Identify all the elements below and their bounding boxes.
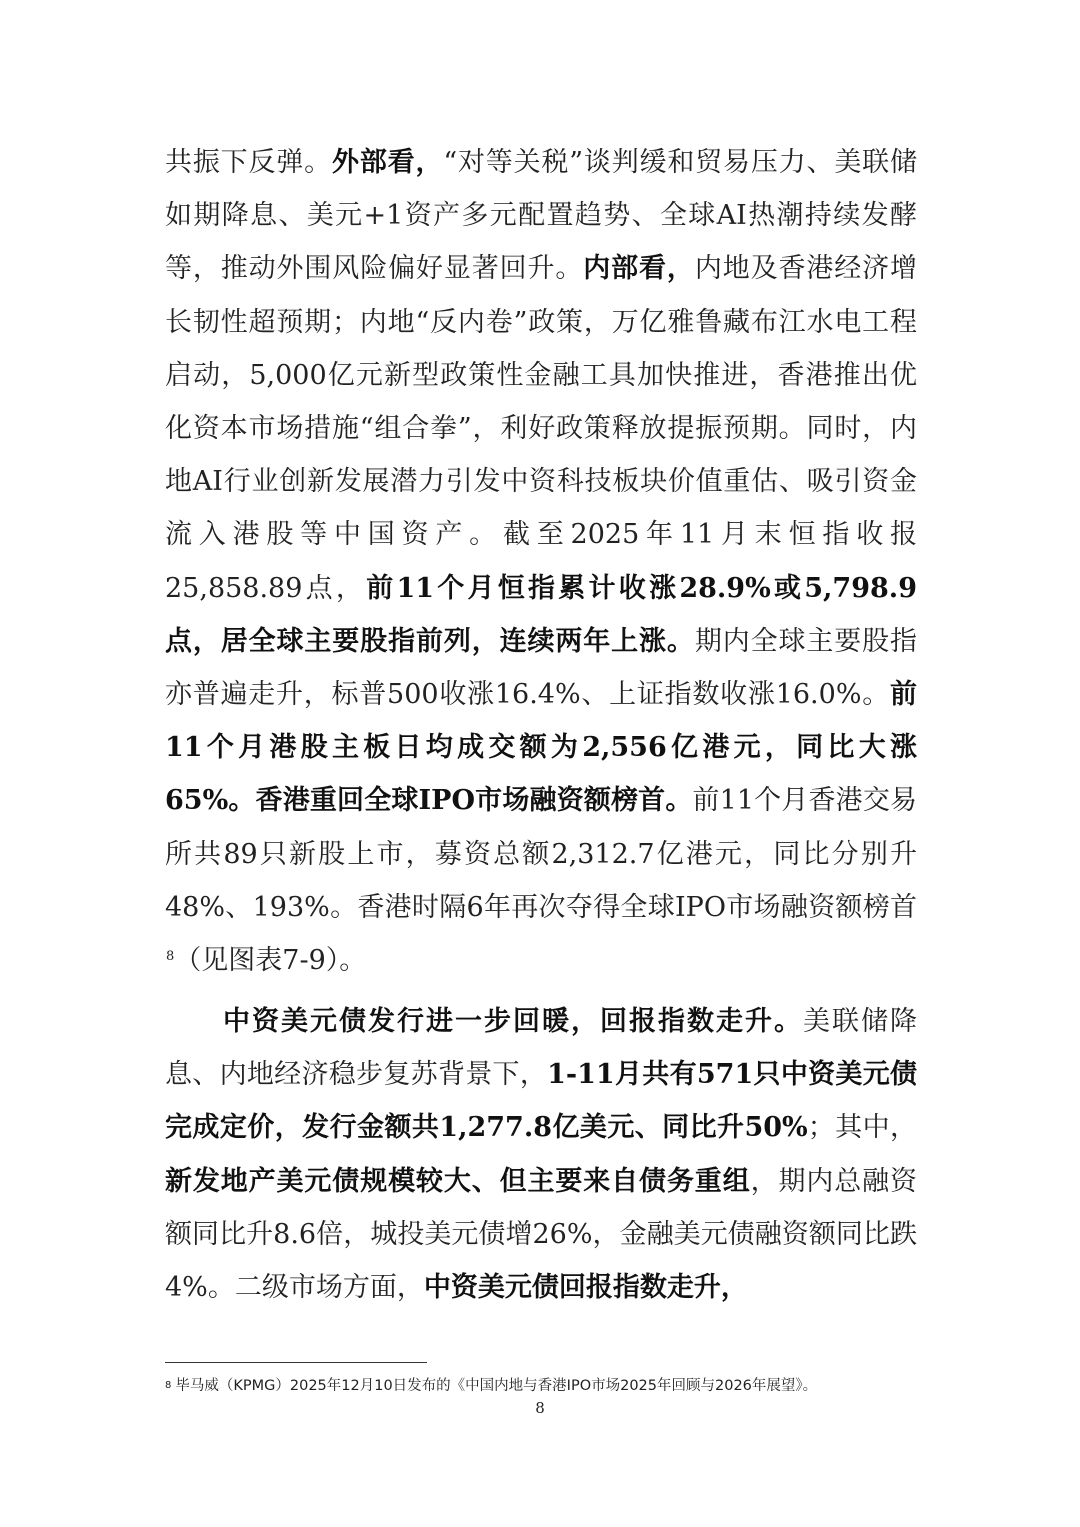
footnote-text: 毕马威（KPMG）2025年12月10日发布的《中国内地与香港IPO市场2025年回顾与2026年展望》。 (175, 1378, 818, 1394)
footnote-separator (165, 1362, 427, 1363)
body-paragraph-hk-equity (165, 136, 917, 987)
text-run: 美联储降息、内地经济稳步复苏背景下， (165, 1006, 917, 1091)
text-run: ，期内总融资额同比升8.6倍，城投美元债增26%，金融美元债融资额同比跌4%。二级市场方面， (165, 1165, 918, 1304)
page-number: 8 (535, 1399, 545, 1417)
bold-lead-external: 外部看， (331, 147, 444, 178)
bold-highlight-return-index: 中资美元债回报指数走升， (423, 1272, 748, 1304)
footnote-marker: 8 (165, 1380, 172, 1391)
footnote (165, 1376, 925, 1396)
bold-highlight-turnover-ipo: 前11个月港股主板日均成交额为2,556亿港元，同比大涨65%。香港重回全球IPO市场融资额榜首。 (165, 679, 917, 817)
text-run: （见图表7-9）。 (174, 945, 367, 977)
bold-highlight-hsi: 前11个月恒指累计收涨28.9%或5,798.9点，居全球主要股指前列，连续两年上涨。 (165, 572, 917, 657)
footnote-reference: 8 (166, 949, 175, 965)
text-run: 期内全球主要股指亦普遍走升，标普500收涨16.4%、上证指数收涨16.0%。 (165, 625, 918, 711)
text-run: 前11个月香港交易所共89只新股上市，募资总额2,312.7亿港元，同比分别升48%、193%。香港时隔6年再次夺得全球IPO市场融资额榜首 (165, 785, 917, 923)
text-run: 内地及香港经济增长韧性超预期；内地“反内卷”政策，万亿雅鲁藏布江水电工程启动，5,000亿元新型政策性金融工具加快推进，香港推出优化资本市场措施“组合拳”，利好政策释放提振预期。同时，内地AI行业创新发展潜力引发中资科技板块价值重估、吸引资金流入港股等中国资产。截至2025年11月末恒指收报25,858.89点， (165, 253, 918, 604)
text-run: “对等关税”谈判缓和贸易压力、美联储如期降息、美元+1资产多元配置趋势、全球AI热潮持续发酵等，推动外围风险偏好显著回升。 (165, 147, 918, 285)
bold-lead-usd-bonds: 中资美元债发行进一步回暖，回报指数走升。 (223, 1006, 803, 1037)
bold-highlight-issuance: 1-11月共有571只中资美元债完成定价，发行金额共1,277.8亿美元、同比升50% (165, 1059, 917, 1144)
text-run: 共振下反弹。 (165, 147, 332, 178)
bold-highlight-property: 新发地产美元债规模较大、但主要来自债务重组 (165, 1165, 751, 1197)
text-run: ；其中， (807, 1112, 917, 1144)
body-paragraph-usd-bonds (165, 995, 917, 1314)
bold-lead-internal: 内部看， (583, 253, 695, 285)
